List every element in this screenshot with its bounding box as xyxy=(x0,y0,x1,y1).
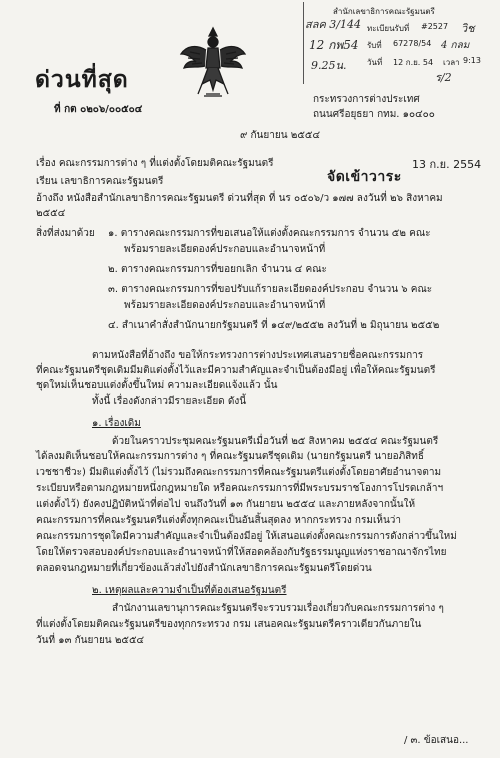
stamp-receive-value: 67278/54 xyxy=(393,39,432,48)
section-2-line-1: สำนักงานเลขานุการคณะรัฐมนตรีจะรวบรวมเรื่องเกี่ยวกับคณะกรรมการต่าง ๆ xyxy=(112,603,444,614)
enclosure-item-3-cont: พร้อมรายละเอียดองค์ประกอบและอำนาจหน้าที่ xyxy=(124,300,326,311)
enclosure-item-4: ๔. สำเนาคำสั่งสำนักนายกรัฐมนตรี ที่ ๑๔๙/๒๕๕๒ ลงวันที่ ๒ มิถุนายน ๒๕๕๒ xyxy=(108,320,440,331)
section-heading-1: ๑. เรื่องเดิม xyxy=(92,418,141,429)
stamp-receive-label: รับที่ xyxy=(367,41,382,50)
agenda-stamp-date: 13 ก.ย. 2554 xyxy=(412,158,482,171)
agenda-stamp: จัดเข้าวาระ xyxy=(327,169,402,185)
ministry-name: กระทรวงการต่างประเทศ xyxy=(313,94,420,105)
enclosure-item-1: ๑. ตารางคณะกรรมการที่ขอเสนอให้แต่งตั้งคณะกรรมการ จำนวน ๕๒ คณะ xyxy=(108,228,431,239)
stamp-office: สำนักเลขาธิการคณะรัฐมนตรี xyxy=(333,7,435,16)
section-1-line-4: ระเบียบหรือตามกฎหมายหนึ่งกฎหมายใด หรือคณะกรรมการที่มีพระบรมราชโองการโปรดเกล้าฯ xyxy=(36,483,444,494)
body-para-1-line-3: ชุดใหม่เห็นชอบแต่งตั้งขึ้นใหม่ ความละเอียดแจ้งแล้ว นั้น xyxy=(36,380,278,391)
enclosure-item-2: ๒. ตารางคณะกรรมการที่ขอยกเลิก จำนวน ๔ คณะ xyxy=(108,264,327,275)
receipt-stamp xyxy=(303,2,493,84)
reference-line-cont: ๒๕๕๔ xyxy=(36,208,66,219)
stamp-reg-label: ทะเบียนรับที่ xyxy=(367,24,410,33)
reference-line: อ้างถึง หนังสือสำนักเลขาธิการคณะรัฐมนตรี ด่วนที่สุด ที่ นร ๐๕๐๖/ว ๑๗๗ ลงวันที่ ๒๖ สิงหาคม xyxy=(36,193,443,204)
body-para-2: ทั้งนี้ เรื่องดังกล่าวมีรายละเอียด ดังนี้ xyxy=(92,396,247,407)
urgent-label: ด่วนที่สุด xyxy=(35,67,129,93)
stamp-hand-line3: 9.25น. xyxy=(311,59,347,72)
section-1-line-8: โดยให้ตรวจสอบองค์ประกอบและอำนาจหน้าที่ให้สอดคล้องกับรัฐธรรมนูญแห่งราชอาณาจักรไทย xyxy=(36,547,447,558)
stamp-hand-line2: 12 กพ54 xyxy=(309,38,359,52)
enclosures-label: สิ่งที่ส่งมาด้วย xyxy=(36,228,95,239)
stamp-date-label: วันที่ xyxy=(367,58,383,67)
section-1-line-7: คณะกรรมการชุดใดมีความสำคัญและจำเป็นต้องมีอยู่ ให้เสนอแต่งตั้งคณะกรรมการดังกล่าวขึ้นใหม่ xyxy=(36,531,457,542)
section-heading-2: ๒. เหตุผลและความจำเป็นที่ต้องเสนอรัฐมนตรี xyxy=(92,585,287,596)
section-1-line-6: คณะกรรมการที่คณะรัฐมนตรีแต่งตั้งทุกคณะเป็นอันสิ้นสุดลง หากกระทรวง กรมเห็นว่า xyxy=(36,515,402,526)
section-1-line-2: ได้ลงมติเห็นชอบให้คณะกรรมการต่าง ๆ ที่คณะรัฐมนตรีชุดเดิม (นายกรัฐมนตรี นายอภิสิทธิ์ xyxy=(36,451,424,462)
salutation-line: เรียน เลขาธิการคณะรัฐมนตรี xyxy=(36,176,164,187)
section-2-line-2: ที่แต่งตั้งโดยมติคณะรัฐมนตรีของทุกกระทรวง กรม เสนอคณะรัฐมนตรีคราวเดียวกันภายใน xyxy=(36,619,422,630)
garuda-emblem-icon xyxy=(178,24,248,100)
body-para-1-line-2: ที่คณะรัฐมนตรีชุดเดิมมีมติแต่งตั้งไว้และมีความสำคัญและจำเป็นต้องมีอยู่ เพื่อให้คณะรัฐมนตรี xyxy=(36,365,436,376)
section-1-line-9: ตลอดจนกฎหมายที่เกี่ยวข้องแล้วส่งไปยังสำนักเลขาธิการคณะรัฐมนตรีโดยด่วน xyxy=(36,563,372,574)
ministry-address: ถนนศรีอยุธยา กทม. ๑๐๔๐๐ xyxy=(313,109,435,120)
letter-date: ๙ กันยายน ๒๕๕๔ xyxy=(240,130,321,141)
subject-line: เรื่อง คณะกรรมการต่าง ๆ ที่แต่งตั้งโดยมติคณะรัฐมนตรี xyxy=(36,158,274,169)
continuation-note: / ๓. ข้อเสนอ... xyxy=(404,735,469,746)
stamp-time-label: เวลา xyxy=(443,58,460,67)
body-para-1-line-1: ตามหนังสือที่อ้างถึง ขอให้กระทรวงการต่างประเทศเสนอรายชื่อคณะกรรมการ xyxy=(92,350,424,361)
stamp-hand-top: สลค 3/144 xyxy=(305,18,362,31)
document-number: ที่ กต ๐๒๐๖/๐๐๕๐๔ xyxy=(54,104,143,115)
section-1-line-1: ด้วยในคราวประชุมคณะรัฐมนตรีเมื่อวันที่ ๒๕ สิงหาคม ๒๕๕๔ คณะรัฐมนตรี xyxy=(112,436,439,447)
stamp-hand-top-right: วิช xyxy=(461,22,475,35)
section-2-line-3: วันที่ ๑๓ กันยายน ๒๕๕๔ xyxy=(36,635,145,646)
stamp-hand-line2-right: 4 กลม xyxy=(441,40,470,51)
enclosure-item-3: ๓. ตารางคณะกรรมการที่ขอปรับแก้รายละเอียดองค์ประกอบ จำนวน ๖ คณะ xyxy=(108,284,433,295)
stamp-hand-line4: ร/2 xyxy=(435,71,452,84)
enclosure-item-1-cont: พร้อมรายละเอียดองค์ประกอบและอำนาจหน้าที่ xyxy=(124,244,326,255)
section-1-line-5: แต่งตั้งไว้) ยังคงปฏิบัติหน้าที่ต่อไป จนถึงวันที่ ๑๓ กันยายน ๒๕๕๔ และภายหลังจากนั้นให้ xyxy=(36,499,416,510)
stamp-date-value: 12 ก.ย. 54 xyxy=(393,58,434,67)
section-1-line-3: เวชชาชีวะ) มีมติแต่งตั้งไว้ (ไม่รวมถึงคณะกรรมการที่คณะรัฐมนตรีแต่งตั้งโดยอาศัยอำนาจตาม xyxy=(36,467,442,478)
stamp-time-value: 9:13 xyxy=(463,56,481,65)
stamp-reg-value: #2527 xyxy=(421,22,449,31)
